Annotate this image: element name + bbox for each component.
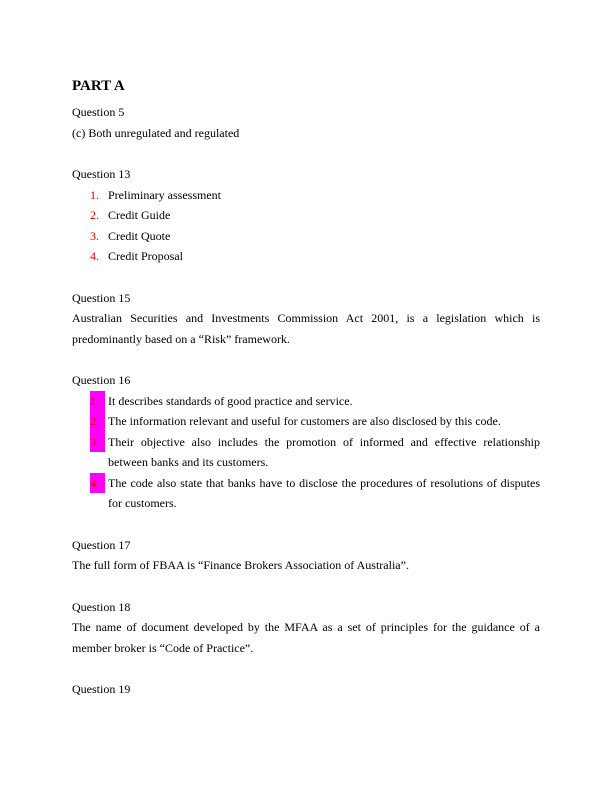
question-15-title: Question 15 <box>72 290 131 305</box>
spacer <box>72 143 540 164</box>
page-content <box>72 76 540 700</box>
question-16-list <box>72 391 540 514</box>
question-5-answer: (c) Both unregulated and regulated <box>72 125 240 140</box>
list-number: 1. <box>90 187 99 202</box>
list-text: Their objective also includes the promotion of informed and effective relationship between banks and its customers. <box>108 434 540 469</box>
list-number: 3. <box>90 228 99 243</box>
question-19-title: Question 19 <box>72 682 131 696</box>
list-item <box>72 473 540 514</box>
list-text: The code also state that banks have to disclose the procedures of resolutions of disputes for customers. <box>108 475 540 510</box>
list-item <box>72 246 540 267</box>
list-item <box>72 411 540 432</box>
list-text: Credit Quote <box>108 228 171 243</box>
list-item <box>72 185 540 206</box>
question-15-answer: Australian Securities and Investments Commission Act 2001, is a legislation which is predominantly based on a “Risk” framework. <box>72 311 540 346</box>
list-number: 2. <box>90 208 99 222</box>
list-number: 2. <box>90 411 105 432</box>
list-item <box>72 205 540 226</box>
list-item <box>72 391 540 412</box>
list-text: Credit Proposal <box>108 249 183 263</box>
list-text: Credit Guide <box>108 208 171 222</box>
spacer <box>72 514 540 535</box>
question-5-title: Question 5 <box>72 105 125 119</box>
question-13-title: Question 13 <box>72 167 131 181</box>
list-number: 4. <box>90 473 105 494</box>
spacer <box>72 576 540 597</box>
question-13-list <box>72 185 540 267</box>
spacer <box>72 267 540 288</box>
list-text: It describes standards of good practice and service. <box>108 393 353 408</box>
question-18-title: Question 18 <box>72 599 131 614</box>
question-17-title: Question 17 <box>72 537 131 552</box>
section-heading: PART A <box>72 78 125 94</box>
question-16-title: Question 16 <box>72 373 131 387</box>
question-18-answer: The name of document developed by the MFAA as a set of principles for the guidance of a member broker is “Code of Practice”. <box>72 620 540 655</box>
list-item <box>72 226 540 247</box>
list-number: 3. <box>90 432 105 453</box>
question-17-answer: The full form of FBAA is “Finance Brokers Association of Australia”. <box>72 558 409 572</box>
list-number: 4. <box>90 249 99 263</box>
list-text: Preliminary assessment <box>108 187 221 202</box>
list-item <box>72 432 540 473</box>
spacer <box>72 658 540 679</box>
list-text: The information relevant and useful for customers are also disclosed by this code. <box>108 414 501 428</box>
list-number: 1. <box>90 391 105 412</box>
spacer <box>72 349 540 370</box>
